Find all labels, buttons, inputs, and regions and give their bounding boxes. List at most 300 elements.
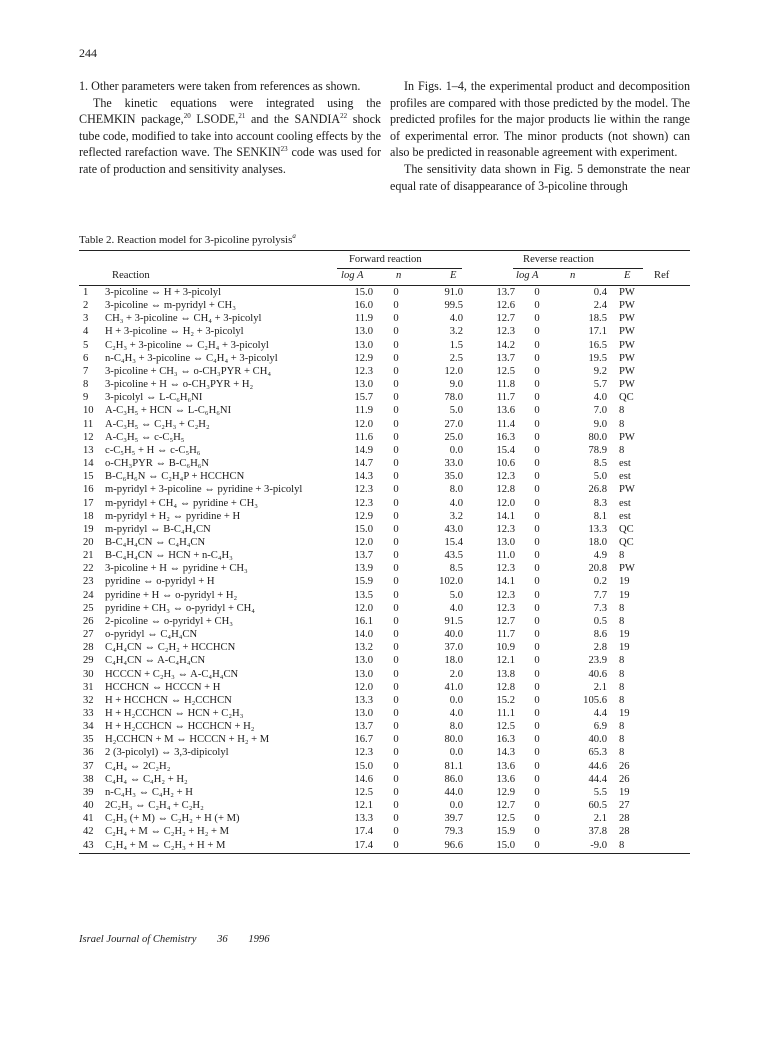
- reference-cell: PW: [619, 365, 635, 377]
- forward-n-cell: 0: [393, 708, 399, 719]
- reverse-n-cell: 0: [534, 826, 540, 838]
- row-number-cell: 23: [83, 576, 94, 588]
- row-number-cell: 33: [83, 708, 94, 719]
- table-bottom-rule: [79, 853, 690, 854]
- reference-cell: 26: [619, 773, 630, 785]
- reaction-cell: H + H₂CCHCN ⇔ HCN + C₂H₃: [105, 708, 244, 719]
- reference-cell: 8: [619, 405, 625, 417]
- reverse-loga-cell: 13.0: [496, 536, 515, 548]
- reverse-n-cell: 0: [534, 773, 540, 785]
- reference-cell: 8: [619, 668, 625, 680]
- forward-e-cell: 96.6: [444, 839, 463, 851]
- forward-n-cell: 0: [393, 523, 399, 535]
- reverse-loga-cell: 11.1: [496, 708, 515, 719]
- forward-n-cell: 0: [393, 813, 399, 825]
- page-number: 244: [79, 46, 97, 60]
- reference-cell: PW: [619, 300, 635, 312]
- reverse-n-cell: 0: [534, 668, 540, 680]
- reverse-loga-cell: 12.3: [496, 326, 515, 338]
- reaction-cell: m-pyridyl + H₂ ⇔ pyridine + H: [105, 510, 241, 522]
- forward-loga-cell: 12.0: [354, 602, 373, 614]
- forward-n-cell: 0: [393, 510, 399, 522]
- forward-loga-cell: 12.3: [354, 484, 373, 496]
- row-number-cell: 2: [83, 300, 89, 312]
- forward-loga-cell: 13.3: [354, 694, 373, 706]
- forward-loga-cell: 12.0: [354, 536, 373, 548]
- reference-cell: 8: [619, 655, 625, 667]
- row-number-cell: 35: [83, 734, 94, 746]
- reference-cell: 28: [619, 813, 630, 825]
- forward-loga-cell: 15.0: [354, 523, 373, 535]
- forward-n-cell: 0: [393, 536, 399, 548]
- reaction-cell: 3-picoline + H ⇔ pyridine + CH₃: [105, 563, 248, 575]
- reverse-loga-cell: 12.3: [496, 563, 515, 575]
- reverse-loga-cell: 12.9: [496, 786, 515, 798]
- reverse-loga-cell: 13.6: [496, 405, 515, 417]
- forward-loga-cell: 13.0: [354, 655, 373, 667]
- reaction-cell: 2-picoline ⇔ o-pyridyl + CH₃: [105, 615, 233, 627]
- row-number-cell: 37: [83, 760, 94, 772]
- reaction-cell: o-pyridyl ⇔ C₄H₄CN: [105, 629, 198, 641]
- reference-cell: 26: [619, 760, 630, 772]
- forward-loga-header: log A: [341, 270, 364, 281]
- reaction-cell: B-C₆H₆N ⇔ C₂H₄P + HCCHCN: [105, 471, 245, 483]
- row-number-cell: 8: [83, 379, 89, 391]
- forward-n-cell: 0: [393, 760, 399, 772]
- forward-loga-cell: 14.0: [354, 629, 373, 641]
- forward-n-cell: 0: [393, 326, 399, 338]
- forward-loga-cell: 13.5: [354, 589, 373, 601]
- forward-loga-cell: 17.4: [354, 826, 373, 838]
- reverse-e-cell: 19.5: [588, 352, 607, 364]
- reverse-n-cell: 0: [534, 786, 540, 798]
- reverse-e-cell: 13.3: [588, 523, 607, 535]
- reference-cell: PW: [619, 352, 635, 364]
- table-row: [79, 825, 690, 838]
- reverse-e-cell: 7.3: [593, 602, 607, 614]
- row-number-cell: 1: [83, 287, 89, 298]
- reference-cell: QC: [619, 523, 634, 535]
- reverse-loga-cell: 16.3: [496, 431, 515, 443]
- reference-cell: est: [619, 471, 631, 483]
- reverse-n-cell: 0: [534, 655, 540, 667]
- row-number-cell: 40: [83, 800, 94, 812]
- reverse-loga-cell: 10.6: [496, 458, 515, 470]
- reference-marker: 23: [280, 145, 288, 154]
- reaction-cell: n-C₄H₃ ⇔ C₄H₂ + H: [105, 786, 193, 798]
- row-number-cell: 39: [83, 786, 94, 798]
- table-row: [79, 707, 690, 720]
- forward-loga-cell: 12.3: [354, 747, 373, 759]
- row-number-cell: 20: [83, 536, 94, 548]
- ref-column-header: Ref: [654, 270, 670, 281]
- reverse-n-cell: 0: [534, 800, 540, 812]
- forward-n-cell: 0: [393, 365, 399, 377]
- row-number-cell: 43: [83, 839, 94, 851]
- forward-e-cell: 43.5: [444, 550, 463, 562]
- reaction-table-body: [79, 286, 690, 852]
- table-row: [79, 694, 690, 707]
- reaction-cell: C₂H₄ + M ⇔ C₂H₃ + H + M: [105, 839, 226, 851]
- forward-loga-cell: 11.9: [354, 405, 373, 417]
- table-row: [79, 812, 690, 825]
- reaction-cell: m-pyridyl + 3-picoline ⇔ pyridine + 3-picolyl: [105, 484, 303, 496]
- reference-cell: PW: [619, 313, 635, 325]
- table-row: [79, 523, 690, 536]
- forward-e-cell: 43.0: [444, 523, 463, 535]
- reaction-cell: pyridine + CH₃ ⇔ o-pyridyl + CH₄: [105, 602, 255, 614]
- reference-cell: PW: [619, 339, 635, 351]
- forward-e-cell: 4.0: [449, 497, 463, 509]
- forward-loga-cell: 13.9: [354, 563, 373, 575]
- reverse-n-cell: 0: [534, 405, 540, 417]
- forward-e-cell: 91.5: [444, 615, 463, 627]
- reverse-e-cell: 2.8: [593, 642, 607, 654]
- row-number-cell: 25: [83, 602, 94, 614]
- reaction-cell: H + H₂CCHCN ⇔ HCCHCN + H₂: [105, 721, 255, 733]
- reverse-loga-cell: 12.3: [496, 589, 515, 601]
- forward-e-cell: 3.2: [449, 326, 463, 338]
- reference-marker: 20: [183, 112, 191, 121]
- reverse-loga-cell: 14.3: [496, 747, 515, 759]
- forward-e-cell: 37.0: [444, 642, 463, 654]
- forward-e-cell: 0.0: [449, 800, 463, 812]
- reverse-loga-cell: 15.4: [496, 444, 515, 456]
- reference-cell: PW: [619, 431, 635, 443]
- forward-loga-cell: 16.7: [354, 734, 373, 746]
- forward-n-cell: 0: [393, 484, 399, 496]
- forward-e-cell: 0.0: [449, 694, 463, 706]
- reaction-cell: 3-picoline ⇔ H + 3-picolyl: [105, 287, 222, 298]
- reaction-cell: C₂H₃ + 3-picoline ⇔ C₂H₄ + 3-picolyl: [105, 339, 269, 351]
- forward-n-cell: 0: [393, 550, 399, 562]
- reference-cell: 28: [619, 826, 630, 838]
- reverse-n-cell: 0: [534, 576, 540, 588]
- reverse-loga-cell: 12.8: [496, 681, 515, 693]
- reverse-loga-cell: 15.2: [496, 694, 515, 706]
- table-row: [79, 365, 690, 378]
- row-number-cell: 24: [83, 589, 94, 601]
- reaction-cell: 3-picoline + H ⇔ o-CH₃PYR + H₂: [105, 379, 254, 391]
- reference-cell: PW: [619, 287, 635, 298]
- journal-name: Israel Journal of Chemistry: [79, 934, 197, 945]
- reverse-n-cell: 0: [534, 352, 540, 364]
- forward-n-cell: 0: [393, 681, 399, 693]
- forward-e-cell: 33.0: [444, 458, 463, 470]
- forward-n-cell: 0: [393, 773, 399, 785]
- reverse-e-cell: 40.6: [588, 668, 607, 680]
- reference-cell: 8: [619, 721, 625, 733]
- forward-n-cell: 0: [393, 734, 399, 746]
- forward-loga-cell: 12.3: [354, 365, 373, 377]
- reaction-cell: pyridine + H ⇔ o-pyridyl + H₂: [105, 589, 238, 601]
- reverse-n-cell: 0: [534, 681, 540, 693]
- reverse-loga-cell: 12.7: [496, 313, 515, 325]
- reverse-loga-cell: 14.2: [496, 339, 515, 351]
- row-number-cell: 4: [83, 326, 89, 338]
- reverse-loga-cell: 12.3: [496, 602, 515, 614]
- forward-n-cell: 0: [393, 444, 399, 456]
- forward-loga-cell: 12.5: [354, 786, 373, 798]
- reverse-loga-cell: 14.1: [496, 510, 515, 522]
- reverse-loga-cell: 11.7: [496, 392, 515, 404]
- forward-n-cell: 0: [393, 629, 399, 641]
- table-row: [79, 444, 690, 457]
- row-number-cell: 6: [83, 352, 89, 364]
- reverse-e-cell: 80.0: [588, 431, 607, 443]
- reverse-n-cell: 0: [534, 458, 540, 470]
- reverse-e-cell: 9.0: [593, 418, 607, 430]
- forward-loga-cell: 13.0: [354, 379, 373, 391]
- row-number-cell: 14: [83, 458, 94, 470]
- forward-e-cell: 4.0: [449, 708, 463, 719]
- forward-loga-cell: 14.6: [354, 773, 373, 785]
- forward-e-cell: 9.0: [449, 379, 463, 391]
- reaction-cell: m-pyridyl + CH₄ ⇔ pyridine + CH₃: [105, 497, 258, 509]
- row-number-cell: 11: [83, 418, 94, 430]
- forward-loga-cell: 16.1: [354, 615, 373, 627]
- reference-cell: 19: [619, 629, 630, 641]
- row-number-cell: 36: [83, 747, 94, 759]
- reference-cell: PW: [619, 484, 635, 496]
- reaction-cell: pyridine ⇔ o-pyridyl + H: [105, 576, 215, 588]
- reverse-e-cell: -9.0: [590, 839, 607, 851]
- reaction-cell: CH₃ + 3-picoline ⇔ CH₄ + 3-picolyl: [105, 313, 262, 325]
- reverse-loga-cell: 11.7: [496, 629, 515, 641]
- forward-n-cell: 0: [393, 313, 399, 325]
- table-header: [79, 251, 690, 285]
- row-number-cell: 18: [83, 510, 94, 522]
- table-row: [79, 470, 690, 483]
- table-row: [79, 773, 690, 786]
- reverse-loga-cell: 11.8: [496, 379, 515, 391]
- row-number-cell: 7: [83, 365, 89, 377]
- reverse-loga-cell: 11.0: [496, 550, 515, 562]
- forward-loga-cell: 13.3: [354, 813, 373, 825]
- right-paragraph-1: In Figs. 1–4, the experimental product and decomposition profiles are compared with those predicted by the model. The predicted profiles for the major products lie within the range of experimental error. The minor products (not shown) can also be predicted in reasonable agreement with experiment.: [390, 79, 690, 160]
- row-number-cell: 10: [83, 405, 94, 417]
- forward-loga-cell: 13.7: [354, 550, 373, 562]
- reverse-loga-cell: 12.5: [496, 365, 515, 377]
- forward-e-cell: 39.7: [444, 813, 463, 825]
- table-row: [79, 589, 690, 602]
- forward-n-cell: 0: [393, 352, 399, 364]
- forward-n-cell: 0: [393, 379, 399, 391]
- forward-n-cell: 0: [393, 392, 399, 404]
- reference-cell: PW: [619, 326, 635, 338]
- reaction-cell: C₄H₄CN ⇔ A-C₄H₄CN: [105, 655, 206, 667]
- reverse-n-cell: 0: [534, 392, 540, 404]
- forward-loga-cell: 14.3: [354, 471, 373, 483]
- table-row: [79, 641, 690, 654]
- forward-loga-cell: 13.0: [354, 668, 373, 680]
- table-row: [79, 391, 690, 404]
- forward-n-cell: 0: [393, 826, 399, 838]
- right-text-column: [390, 78, 690, 194]
- reference-cell: 8: [619, 615, 625, 627]
- row-number-cell: 28: [83, 642, 94, 654]
- forward-n-cell: 0: [393, 576, 399, 588]
- caption-footnote-marker: a: [292, 232, 296, 240]
- reaction-cell: A-C₃H₅ ⇔ c-C₅H₅: [105, 431, 185, 443]
- forward-e-cell: 8.0: [449, 484, 463, 496]
- reaction-cell: C₄H₄ ⇔ C₄H₂ + H₂: [105, 773, 188, 785]
- table-row: [79, 839, 690, 852]
- forward-loga-cell: 15.7: [354, 392, 373, 404]
- reverse-e-cell: 2.4: [593, 300, 607, 312]
- reaction-cell: 3-picoline ⇔ m-pyridyl + CH₃: [105, 300, 236, 312]
- reaction-cell: H + HCCHCN ⇔ H₂CCHCN: [105, 694, 232, 706]
- reaction-cell: B-C₄H₄CN ⇔ HCN + n-C₄H₃: [105, 550, 233, 562]
- table-row: [79, 628, 690, 641]
- reverse-n-cell: 0: [534, 602, 540, 614]
- forward-e-cell: 79.3: [444, 826, 463, 838]
- reverse-loga-cell: 15.0: [496, 839, 515, 851]
- reaction-table: [79, 250, 690, 854]
- row-number-cell: 22: [83, 563, 94, 575]
- forward-n-cell: 0: [393, 471, 399, 483]
- reverse-n-cell: 0: [534, 721, 540, 733]
- forward-loga-cell: 17.4: [354, 839, 373, 851]
- reverse-loga-cell: 12.0: [496, 497, 515, 509]
- forward-n-cell: 0: [393, 497, 399, 509]
- forward-e-header: E: [450, 270, 457, 281]
- reverse-e-cell: 26.8: [588, 484, 607, 496]
- forward-loga-cell: 16.0: [354, 300, 373, 312]
- forward-e-cell: 15.4: [444, 536, 463, 548]
- reference-cell: PW: [619, 563, 635, 575]
- forward-loga-cell: 13.7: [354, 721, 373, 733]
- forward-e-cell: 5.0: [449, 405, 463, 417]
- row-number-cell: 29: [83, 655, 94, 667]
- reverse-n-cell: 0: [534, 839, 540, 851]
- reverse-e-cell: 8.3: [593, 497, 607, 509]
- table-row: [79, 799, 690, 812]
- forward-loga-cell: 12.9: [354, 352, 373, 364]
- left-text-column: [79, 78, 381, 178]
- reverse-e-cell: 105.6: [583, 694, 607, 706]
- forward-n-cell: 0: [393, 431, 399, 443]
- forward-e-cell: 3.2: [449, 510, 463, 522]
- reference-marker: 22: [340, 112, 348, 121]
- reverse-loga-cell: 12.7: [496, 800, 515, 812]
- forward-e-cell: 80.0: [444, 734, 463, 746]
- forward-e-cell: 4.0: [449, 313, 463, 325]
- reaction-cell: 3-picoline + CH₃ ⇔ o-CH₃PYR + CH₄: [105, 365, 272, 377]
- reference-cell: 19: [619, 786, 630, 798]
- forward-loga-cell: 12.0: [354, 681, 373, 693]
- forward-loga-cell: 12.1: [354, 800, 373, 812]
- row-number-cell: 19: [83, 523, 94, 535]
- table-row: [79, 668, 690, 681]
- forward-n-cell: 0: [393, 668, 399, 680]
- forward-e-cell: 12.0: [444, 365, 463, 377]
- reverse-loga-cell: 14.1: [496, 576, 515, 588]
- forward-n-cell: 0: [393, 287, 399, 298]
- reverse-loga-cell: 13.6: [496, 773, 515, 785]
- reverse-e-cell: 7.7: [593, 589, 607, 601]
- row-number-cell: 13: [83, 444, 94, 456]
- reaction-cell: C₂H₃ (+ M) ⇔ C₂H₂ + H (+ M): [105, 813, 240, 825]
- reference-cell: QC: [619, 392, 634, 404]
- row-number-cell: 31: [83, 681, 94, 693]
- table-row: [79, 786, 690, 799]
- row-number-cell: 9: [83, 392, 89, 404]
- forward-e-cell: 2.0: [449, 668, 463, 680]
- reverse-n-cell: 0: [534, 734, 540, 746]
- forward-n-cell: 0: [393, 300, 399, 312]
- reaction-cell: A-C₃H₅ ⇔ C₂H₃ + C₂H₂: [105, 418, 210, 430]
- table-row: [79, 746, 690, 759]
- reverse-e-cell: 2.1: [593, 813, 607, 825]
- table-row: [79, 418, 690, 431]
- reference-cell: QC: [619, 536, 634, 548]
- reaction-cell: HCCCN + C₂H₃ ⇔ A-C₄H₄CN: [105, 668, 239, 680]
- forward-e-cell: 8.5: [449, 563, 463, 575]
- forward-n-cell: 0: [393, 721, 399, 733]
- reverse-loga-cell: 12.1: [496, 655, 515, 667]
- reference-cell: 8: [619, 550, 625, 562]
- forward-e-cell: 18.0: [444, 655, 463, 667]
- reference-cell: 8: [619, 602, 625, 614]
- reference-cell: 8: [619, 681, 625, 693]
- reaction-cell: o-CH₃PYR ⇔ B-C₆H₆N: [105, 458, 210, 470]
- row-number-cell: 30: [83, 668, 94, 680]
- forward-n-cell: 0: [393, 615, 399, 627]
- reverse-e-cell: 4.4: [593, 708, 607, 719]
- reverse-e-cell: 40.0: [588, 734, 607, 746]
- reverse-n-cell: 0: [534, 444, 540, 456]
- forward-n-cell: 0: [393, 655, 399, 667]
- forward-e-cell: 5.0: [449, 589, 463, 601]
- forward-n-cell: 0: [393, 642, 399, 654]
- reverse-e-cell: 2.1: [593, 681, 607, 693]
- table-row: [79, 286, 690, 299]
- forward-e-cell: 8.0: [449, 721, 463, 733]
- reference-cell: 19: [619, 642, 630, 654]
- forward-loga-cell: 14.7: [354, 458, 373, 470]
- reverse-loga-cell: 10.9: [496, 642, 515, 654]
- forward-loga-cell: 13.0: [354, 708, 373, 719]
- reverse-e-cell: 16.5: [588, 339, 607, 351]
- reference-cell: est: [619, 510, 631, 522]
- forward-loga-cell: 15.9: [354, 576, 373, 588]
- forward-n-cell: 0: [393, 747, 399, 759]
- forward-n-cell: 0: [393, 800, 399, 812]
- forward-e-cell: 4.0: [449, 602, 463, 614]
- reverse-e-cell: 8.6: [593, 629, 607, 641]
- forward-loga-cell: 15.0: [354, 287, 373, 298]
- reverse-loga-header: log A: [516, 270, 539, 281]
- forward-loga-cell: 12.9: [354, 510, 373, 522]
- reference-marker: 21: [238, 112, 246, 121]
- table-caption: Table 2. Reaction model for 3-picoline pyrolysis$^a$: [79, 232, 296, 246]
- table-row: [79, 575, 690, 588]
- reverse-e-cell: 44.6: [588, 760, 607, 772]
- forward-n-cell: 0: [393, 405, 399, 417]
- reverse-n-cell: 0: [534, 563, 540, 575]
- table-row: [79, 733, 690, 746]
- reaction-cell: C₂H₄ + M ⇔ C₂H₂ + H₂ + M: [105, 826, 230, 838]
- reverse-loga-cell: 15.9: [496, 826, 515, 838]
- reaction-cell: 3-picolyl ⇔ L-C₆H₆NI: [105, 392, 203, 404]
- table-row: [79, 431, 690, 444]
- reverse-loga-cell: 12.5: [496, 813, 515, 825]
- row-number-cell: 26: [83, 615, 94, 627]
- table-row: [79, 562, 690, 575]
- reverse-n-cell: 0: [534, 813, 540, 825]
- forward-group-rule: [337, 268, 462, 269]
